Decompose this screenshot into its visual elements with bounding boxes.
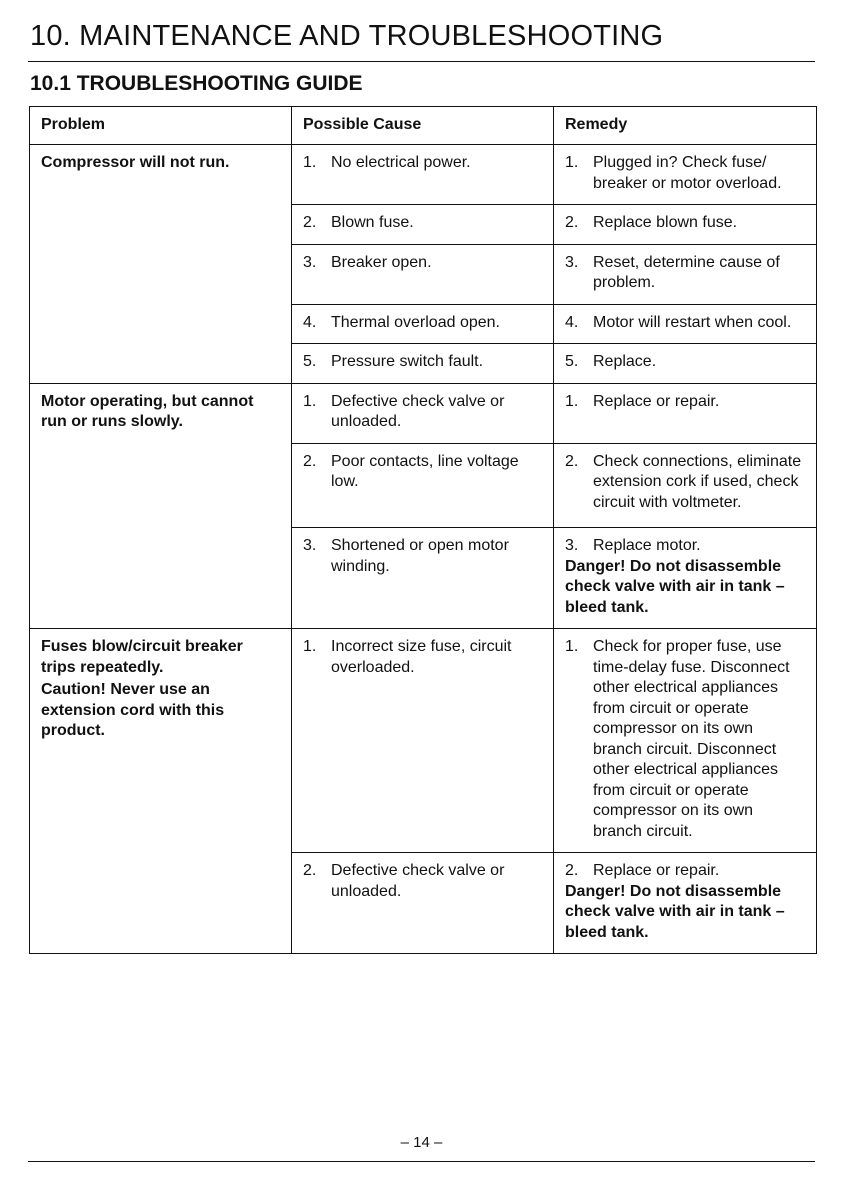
cause-number: 2. — [303, 452, 317, 470]
remedy-number: 2. — [565, 214, 579, 231]
cause-text: Blown fuse. — [331, 214, 414, 231]
page-number: – 14 – — [400, 1134, 443, 1151]
column-header-cause: Possible Cause — [292, 107, 554, 145]
remedy-cell — [554, 344, 817, 384]
column-header-remedy: Remedy — [554, 107, 817, 145]
remedy-text: Plugged in? Check fuse/ breaker or motor overload. — [593, 154, 782, 192]
footer-divider — [28, 1161, 815, 1162]
remedy-number: 2. — [565, 452, 579, 470]
remedy-cell — [554, 304, 817, 344]
cause-text: Incorrect size fuse, circuit overloaded. — [331, 638, 512, 676]
cause-number: 4. — [303, 313, 317, 331]
remedy-text: Check connections, eliminate extension cork if used, check circuit with voltmeter. — [593, 452, 802, 511]
cause-text: Shortened or open motor winding. — [331, 537, 509, 575]
cause-text: Breaker open. — [331, 253, 432, 271]
cause-cell — [292, 145, 554, 205]
remedy-cell — [554, 145, 817, 205]
table-row — [30, 629, 817, 853]
remedy-number: 1. — [565, 638, 579, 655]
cause-cell — [292, 344, 554, 384]
problem-cell — [30, 145, 292, 384]
cause-number: 2. — [303, 214, 317, 231]
cause-cell — [292, 528, 554, 629]
troubleshooting-table — [29, 106, 817, 954]
cause-text: Defective check valve or unloaded. — [331, 392, 505, 430]
heading-divider — [28, 61, 815, 62]
remedy-text: Check for proper fuse, use time-delay fuse. Disconnect other electrical appliances from circuit or operate compressor on its own branch circuit. Disconnect other electrical appliances from circuit or operate compressor on its own branch circuit. — [593, 638, 790, 840]
remedy-text: Replace. — [593, 353, 657, 370]
cause-cell — [292, 853, 554, 954]
remedy-number: 1. — [565, 392, 579, 410]
danger-warning: Danger! Do not disassemble check valve with air in tank – bleed tank. — [565, 557, 785, 616]
cause-number: 1. — [303, 638, 317, 655]
cause-number: 3. — [303, 537, 317, 554]
column-header-problem: Problem — [30, 107, 292, 145]
remedy-number: 2. — [565, 862, 579, 879]
remedy-number: 5. — [565, 353, 579, 370]
remedy-text: Replace or repair. — [593, 392, 720, 410]
cause-text: Pressure switch fault. — [331, 353, 484, 370]
cause-number: 5. — [303, 353, 317, 370]
danger-warning: Danger! Do not disassemble check valve with air in tank – bleed tank. — [565, 882, 785, 941]
cause-text: Poor contacts, line voltage low. — [331, 452, 519, 490]
remedy-text: Motor will restart when cool. — [593, 313, 792, 331]
caution-warning: Caution! Never use an extension cord with this product. — [41, 681, 225, 739]
table-row — [30, 145, 817, 205]
remedy-number: 4. — [565, 313, 579, 331]
remedy-number: 3. — [565, 253, 579, 271]
problem-label: Fuses blow/circuit breaker trips repeatedly. — [41, 638, 243, 676]
cause-number: 1. — [303, 392, 317, 410]
cause-cell — [292, 443, 554, 528]
cause-cell — [292, 205, 554, 245]
problem-label: Motor operating, but cannot run or runs slowly. — [41, 392, 254, 430]
cause-cell — [292, 629, 554, 853]
remedy-text: Reset, determine cause of problem. — [593, 253, 780, 291]
cause-text: Defective check valve or unloaded. — [331, 862, 505, 900]
remedy-text: Replace motor. — [593, 537, 701, 554]
problem-cell — [30, 629, 292, 954]
remedy-number: 3. — [565, 537, 579, 554]
cause-text: Thermal overload open. — [331, 313, 500, 331]
remedy-cell — [554, 853, 817, 954]
remedy-cell — [554, 443, 817, 528]
cause-number: 3. — [303, 253, 317, 271]
remedy-cell — [554, 629, 817, 853]
cause-text: No electrical power. — [331, 154, 471, 171]
cause-cell — [292, 244, 554, 304]
table-row — [30, 383, 817, 443]
subsection-heading: 10.1 TROUBLESHOOTING GUIDE — [30, 72, 363, 95]
remedy-cell — [554, 528, 817, 629]
remedy-text: Replace blown fuse. — [593, 214, 738, 231]
remedy-text: Replace or repair. — [593, 862, 720, 879]
remedy-cell — [554, 205, 817, 245]
section-heading: 10. MAINTENANCE AND TROUBLESHOOTING — [30, 20, 664, 52]
cause-cell — [292, 304, 554, 344]
table-header-row — [30, 107, 817, 145]
problem-cell — [30, 383, 292, 629]
cause-number: 1. — [303, 154, 317, 171]
remedy-number: 1. — [565, 154, 579, 171]
problem-label: Compressor will not run. — [41, 154, 230, 171]
cause-number: 2. — [303, 862, 317, 879]
remedy-cell — [554, 244, 817, 304]
cause-cell — [292, 383, 554, 443]
remedy-cell — [554, 383, 817, 443]
